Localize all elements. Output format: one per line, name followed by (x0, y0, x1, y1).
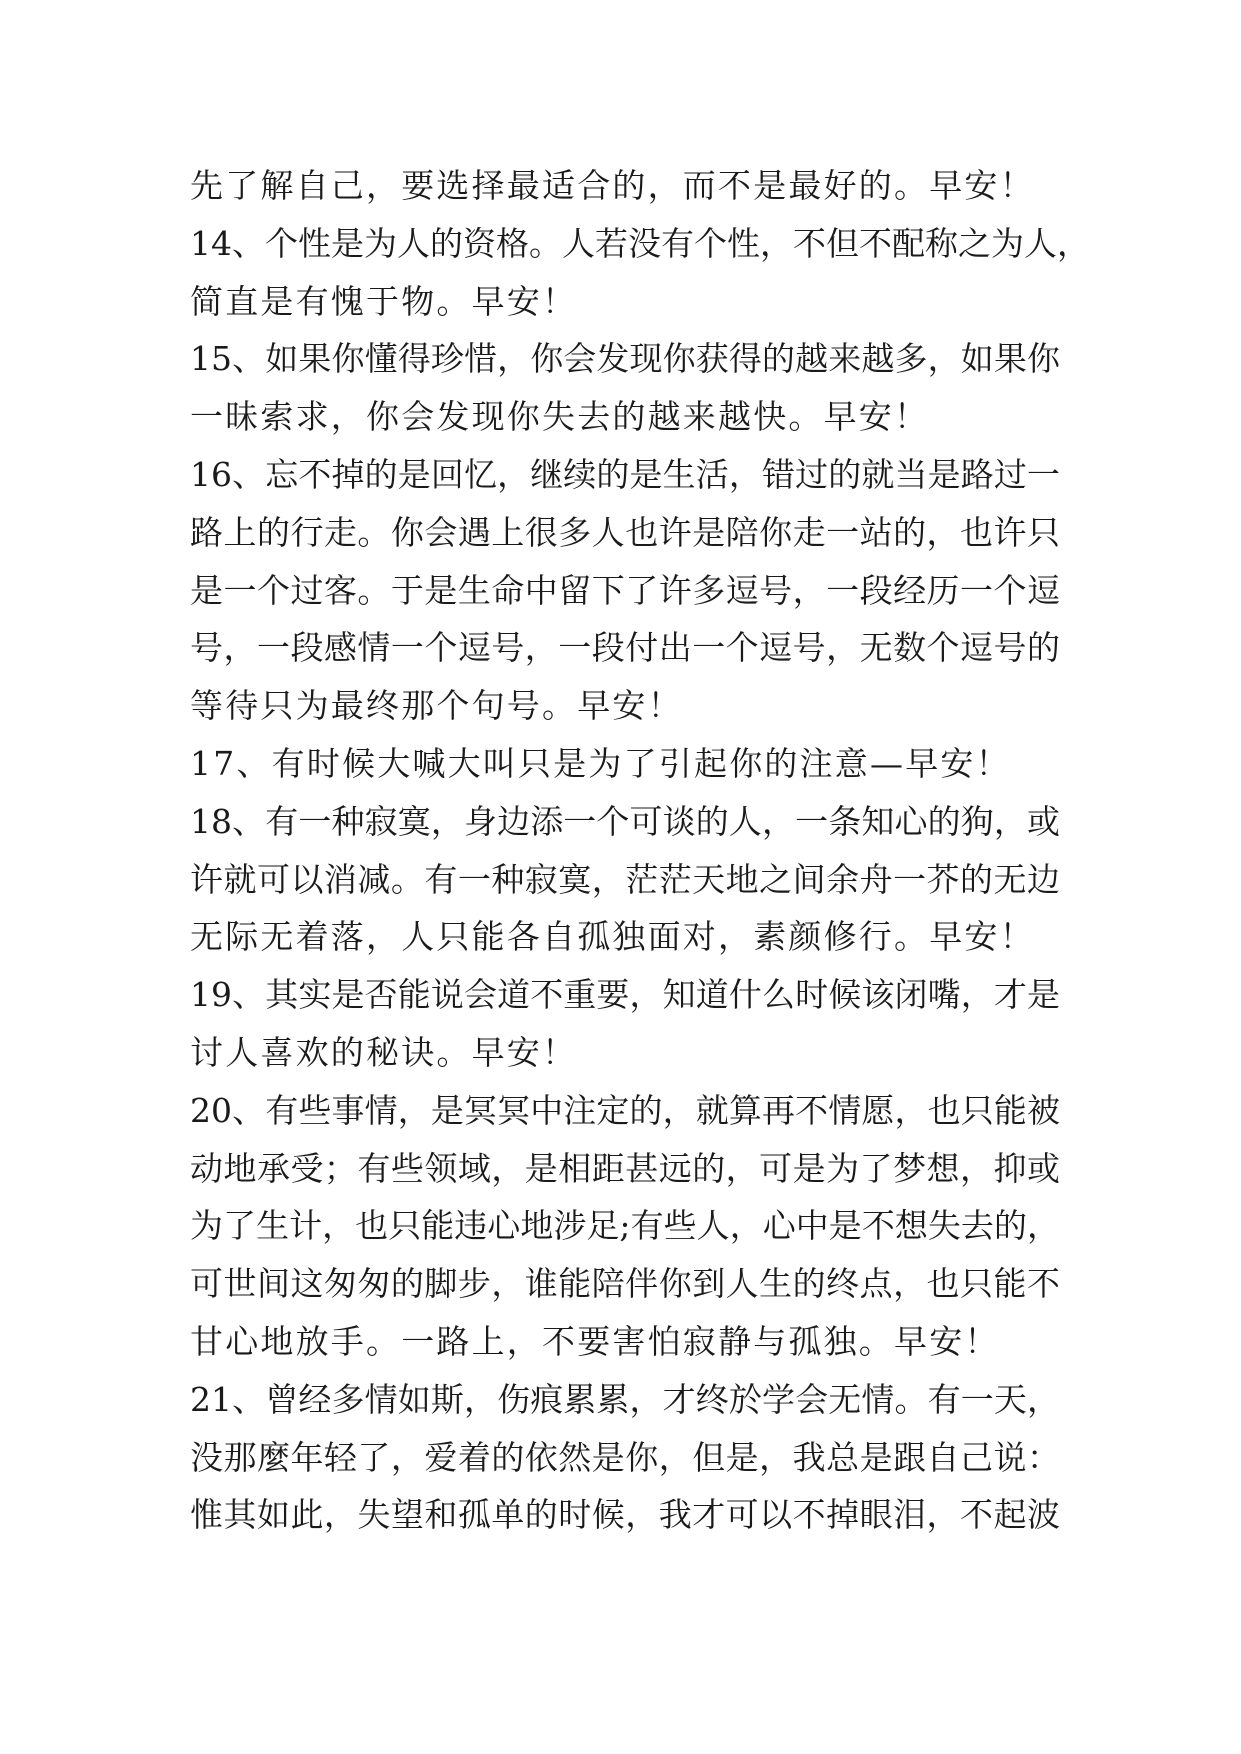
text-line: 无际无着落，人只能各自孤独面对，素颜修行。早安！ (190, 917, 1035, 957)
text-line: 是一个过客。于是生命中留下了许多逗号，一段经历一个逗 (190, 570, 1060, 610)
text-line: 18、有一种寂寞，身边添一个可谈的人，一条知心的狗，或 (190, 801, 1060, 841)
text-line: 19、其实是否能说会道不重要，知道什么时候该闭嘴，才是 (190, 975, 1060, 1015)
text-line: 14、个性是为人的资格。人若没有个性，不但不配称之为人， (190, 223, 1090, 263)
text-line: 先了解自己，要选择最适合的，而不是最好的。早安！ (190, 166, 1035, 205)
text-line: 甘心地放手。一路上，不要害怕寂静与孤独。早安！ (190, 1321, 1000, 1361)
text-line: 许就可以消减。有一种寂寞，茫茫天地之间余舟一芥的无边 (190, 859, 1060, 899)
text-line: 21、曾经多情如斯，伤痕累累，才终於学会无情。有一天， (190, 1379, 1060, 1419)
text-line: 号，一段感情一个逗号，一段付出一个逗号，无数个逗号的 (190, 628, 1060, 668)
text-line: 可世间这匆匆的脚步，谁能陪伴你到人生的终点，也只能不 (190, 1264, 1060, 1304)
text-line: 惟其如此，失望和孤单的时候，我才可以不掉眼泪，不起波 (190, 1495, 1060, 1535)
text-line: 17、有时候大喊大叫只是为了引起你的注意—早安！ (190, 743, 1011, 783)
text-line: 16、忘不掉的是回忆，继续的是生活，错过的就当是路过一 (190, 454, 1060, 494)
text-line: 简直是有愧于物。早安！ (190, 281, 578, 321)
text-line: 等待只为最终那个句号。早安！ (190, 686, 683, 726)
text-line: 路上的行走。你会遇上很多人也许是陪你走一站的，也许只 (190, 512, 1060, 552)
text-line: 动地承受；有些领域，是相距甚远的，可是为了梦想，抑或 (190, 1148, 1060, 1188)
text-line: 15、如果你懂得珍惜，你会发现你获得的越来越多，如果你 (190, 339, 1060, 379)
text-line: 一昧索求，你会发现你失去的越来越快。早安！ (190, 397, 930, 437)
text-line: 讨人喜欢的秘诀。早安！ (190, 1032, 578, 1072)
text-line: 为了生计，也只能违心地涉足;有些人，心中是不想失去的， (190, 1206, 1060, 1246)
document-body (190, 157, 1090, 1544)
text-line: 20、有些事情，是冥冥中注定的，就算再不情愿，也只能被 (190, 1090, 1060, 1130)
text-line: 没那麼年轻了，爱着的依然是你，但是，我总是跟自己说： (190, 1437, 1060, 1477)
